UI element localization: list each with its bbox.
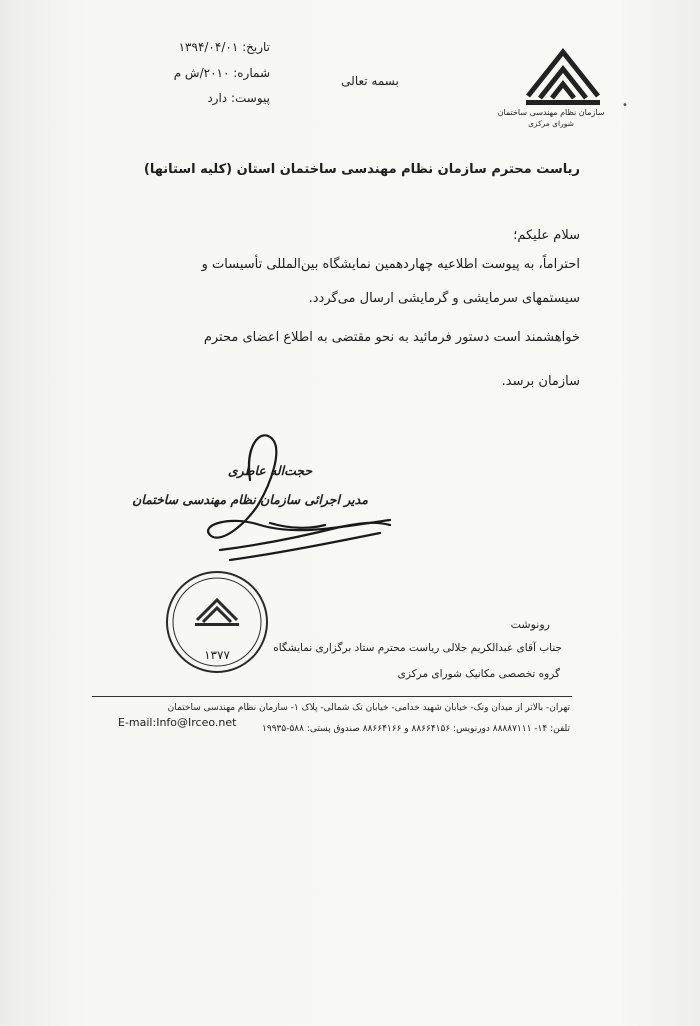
footer-phone: تلفن: ۱۴- ۸۸۸۸۷۱۱۱ دورنویس: ۸۸۶۶۴۱۵۶ و ۸۸۶۶۴۱۶۶ صندوق پستی: ۵۸۸-۱۹۹۳۵ bbox=[262, 724, 570, 734]
paragraph-1-line-2: سیستمهای سرمایشی و گرمایشی ارسال می‌گردد. bbox=[308, 291, 580, 306]
org-sub: شورای مرکزی bbox=[528, 119, 574, 128]
footer-email: E-mail:Info@Irceo.net bbox=[118, 716, 237, 729]
recipient: ریاست محترم سازمان نظام مهندسی ساختمان استان (کلیه استانها) bbox=[143, 162, 580, 177]
footer-divider bbox=[92, 696, 572, 697]
paragraph-2-line-1: خواهشمند است دستور فرمائید به نحو مقتضی به اطلاع اعضای محترم bbox=[203, 330, 580, 345]
cc-recipient-1: جناب آقای عبدالکریم جلالی ریاست محترم ستاد برگزاری نمایشگاه bbox=[273, 642, 562, 654]
signatory-title: مدیر اجرائی سازمان نظام مهندسی ساختمان bbox=[132, 492, 368, 507]
greeting: سلام علیکم؛ bbox=[513, 228, 580, 243]
cc-label: رونوشت bbox=[510, 618, 550, 631]
footer-address: تهران- بالاتر از میدان ونک- خیابان شهید خدامی- خیابان تک شمالی- پلاک ۱- سازمان نظام مهندسی ساختمان bbox=[167, 703, 570, 713]
letter-number: شماره: ۲۰۱۰/ش م bbox=[173, 66, 270, 80]
paragraph-2-line-2: سازمان برسد. bbox=[501, 374, 580, 389]
org-name: سازمان نظام مهندسی ساختمان bbox=[497, 108, 605, 117]
basmala: بسمه تعالی bbox=[341, 74, 399, 88]
corner-mark: • bbox=[622, 100, 628, 111]
paragraph-1-line-1: احتراماً، به پیوست اطلاعیه چهاردهمین نمایشگاه بین‌المللی تأسیسات و bbox=[201, 257, 580, 272]
letter-date: تاریخ: ۱۳۹۴/۰۴/۰۱ bbox=[178, 40, 270, 54]
cc-recipient-2: گروه تخصصی مکانیک شورای مرکزی bbox=[397, 668, 560, 680]
signatory-name: حجت‌اله عاطری bbox=[227, 463, 313, 478]
seal-year: ۱۳۷۷ bbox=[204, 648, 230, 662]
letter-attachment: پیوست: دارد bbox=[207, 91, 270, 105]
